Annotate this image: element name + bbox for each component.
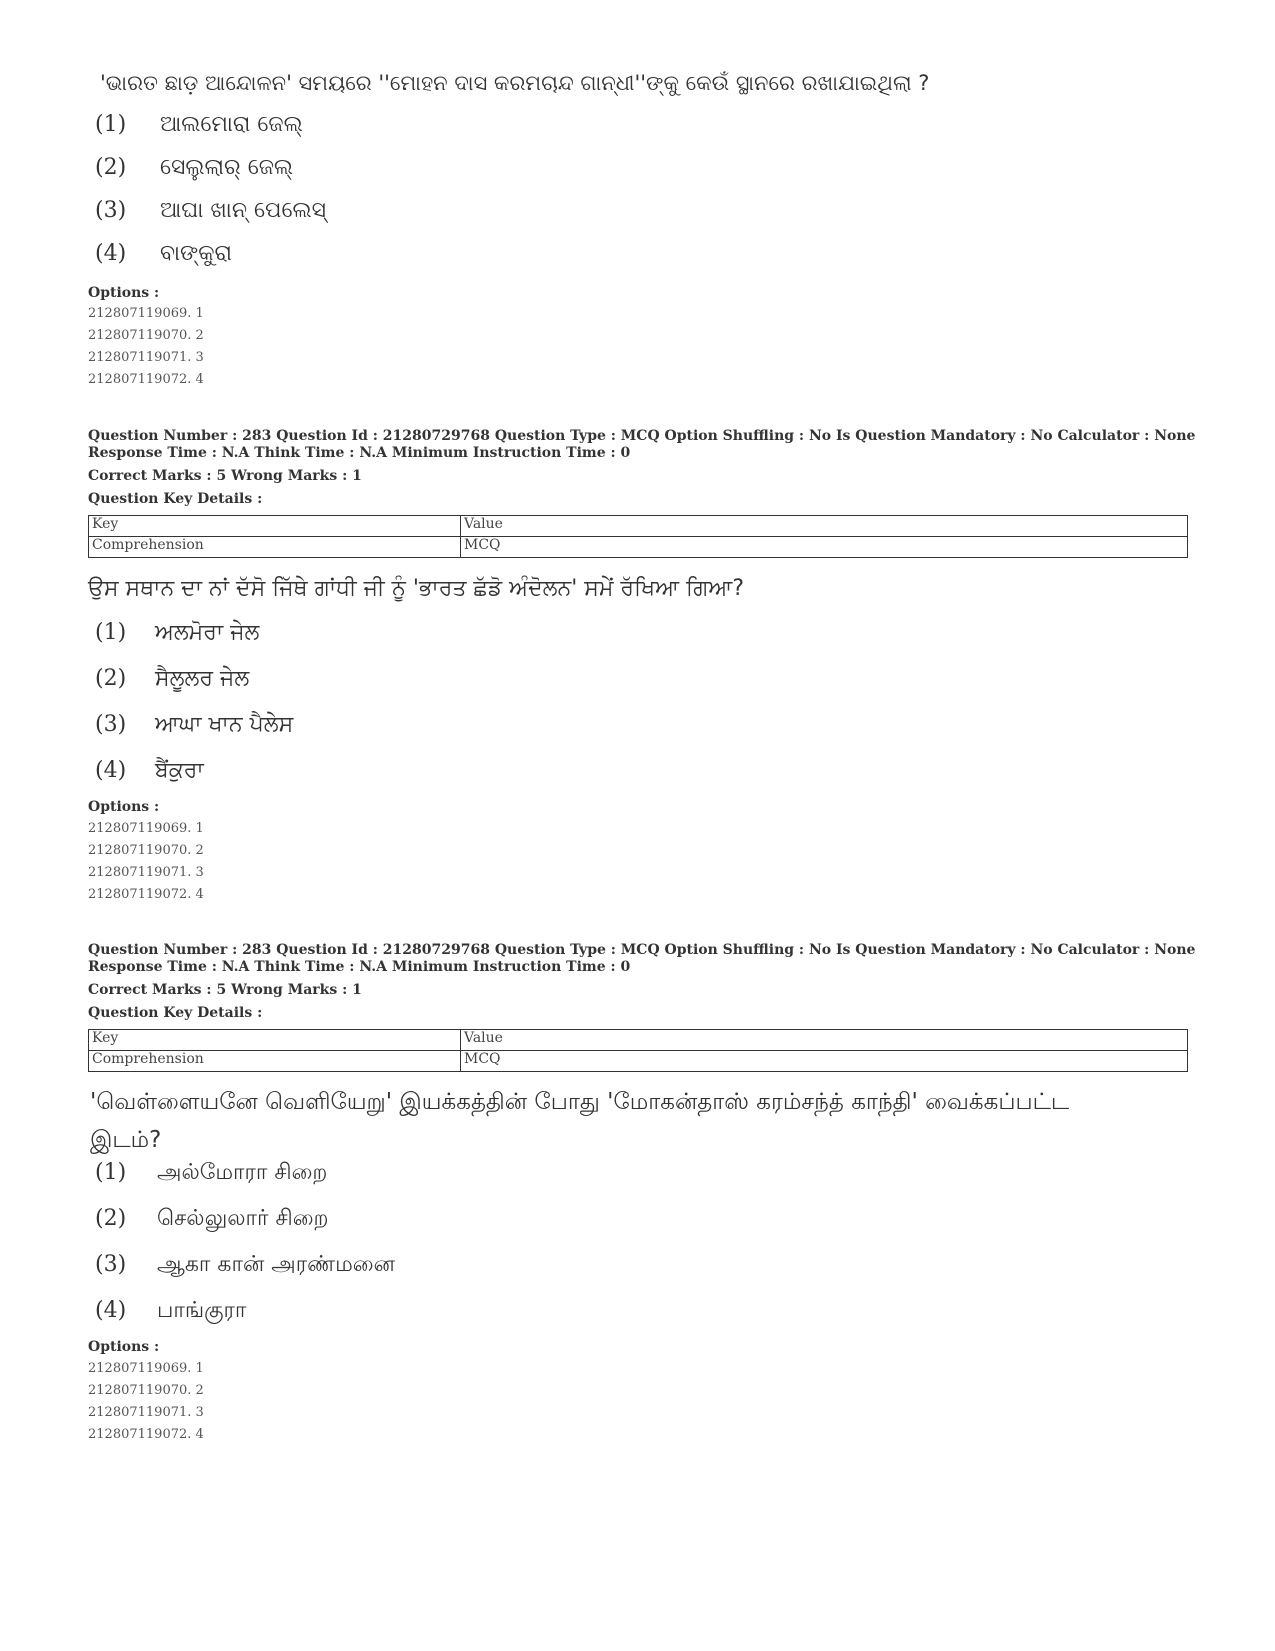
table-cell: MCQ	[461, 1051, 1188, 1072]
option-text: பாங்குரா	[157, 1298, 247, 1323]
option-ids-list	[88, 1358, 204, 1446]
table-cell: Value	[461, 1030, 1188, 1051]
question-metadata	[88, 428, 1196, 508]
table-cell: MCQ	[461, 537, 1188, 558]
question-text: 'வெள்ளையனே வெளியேறு' இயக்கத்தின் போது 'மோகன்தாஸ் கரம்சந்த் காந்தி' வைக்கப்பட்ட இடம்?	[90, 1089, 1070, 1153]
option-ids-list	[88, 818, 204, 906]
question-key-table	[88, 515, 1188, 558]
question-info-line: Question Number : 283 Question Id : 21280729768 Question Type : MCQ Option Shuffling : No Is Question Mandatory : No Calculator : None	[88, 428, 1196, 444]
option-text: ਸੈਲੂਲਰ ਜੇਲ	[155, 666, 250, 691]
timing-info-line: Response Time : N.A Think Time : N.A Minimum Instruction Time : 0	[88, 959, 631, 975]
table-cell: Key	[89, 516, 461, 537]
table-row	[89, 537, 1188, 558]
option-number: (4)	[95, 241, 127, 266]
option-text: ସେଲୁଲାର୍ ଜେଲ୍	[160, 155, 294, 180]
option-1	[95, 1160, 327, 1200]
question-metadata	[88, 942, 1196, 1022]
table-cell: Comprehension	[89, 1051, 461, 1072]
option-text: ஆகா கான் அரண்மனை	[157, 1252, 395, 1277]
option-number: (2)	[95, 155, 127, 180]
option-3	[95, 712, 293, 752]
option-text: அல்மோரா சிறை	[157, 1160, 328, 1185]
option-id: 212807119070. 2	[88, 843, 204, 858]
option-id: 212807119070. 2	[88, 328, 204, 343]
table-cell: Value	[461, 516, 1188, 537]
option-number: (2)	[95, 666, 127, 691]
question-info-line: Question Number : 283 Question Id : 21280729768 Question Type : MCQ Option Shuffling : No Is Question Mandatory : No Calculator : None	[88, 942, 1196, 958]
option-text: ବାଙ୍କୁରା	[160, 241, 232, 266]
option-id: 212807119069. 1	[88, 821, 204, 836]
option-number: (1)	[95, 620, 127, 645]
option-2	[95, 1206, 329, 1246]
option-id: 212807119072. 4	[88, 887, 204, 902]
option-id: 212807119069. 1	[88, 306, 204, 321]
option-1	[95, 620, 259, 660]
option-ids-list	[88, 303, 204, 391]
option-number: (3)	[95, 712, 127, 737]
table-row	[89, 1051, 1188, 1072]
marks-line: Correct Marks : 5 Wrong Marks : 1	[88, 468, 362, 484]
option-text: ਆਘਾ ਖਾਨ ਪੈਲੇਸ	[155, 712, 294, 737]
option-3	[95, 198, 326, 238]
option-text: ଆଘା ଖାନ୍ ପେଲେସ୍	[160, 198, 326, 223]
option-text: ଆଲମୋରା ଜେଲ୍	[160, 112, 303, 137]
option-text: செல்லுலார் சிறை	[157, 1206, 329, 1231]
key-details-label: Question Key Details :	[88, 491, 263, 507]
marks-line: Correct Marks : 5 Wrong Marks : 1	[88, 982, 362, 998]
option-number: (4)	[95, 1298, 127, 1323]
options-label: Options :	[88, 799, 160, 815]
option-number: (1)	[95, 112, 127, 137]
option-id: 212807119071. 3	[88, 1405, 204, 1420]
option-id: 212807119072. 4	[88, 372, 204, 387]
table-cell: Comprehension	[89, 537, 461, 558]
options-label: Options :	[88, 1339, 160, 1355]
question-text: 'ଭାରତ ଛାଡ଼ ଆନ୍ଦୋଳନ' ସମୟରେ ''ମୋହନ ଦାସ କରମଚାନ୍ଦ ଗାନ୍ଧୀ''ଙ୍କୁ କେଉଁ ସ୍ଥାନରେ ରଖାଯାଇଥିଲା ?	[100, 71, 930, 95]
question-key-table	[88, 1029, 1188, 1072]
option-4	[95, 1298, 246, 1338]
options-label: Options :	[88, 285, 160, 301]
table-header-row	[89, 516, 1188, 537]
option-2	[95, 666, 249, 706]
question-text: ਉਸ ਸਥਾਨ ਦਾ ਨਾਂ ਦੱਸੋ ਜਿੱਥੇ ਗਾਂਧੀ ਜੀ ਨੂੰ 'ਭਾਰਤ ਛੱਡੋ ਅੰਦੋਲਨ' ਸਮੇਂ ਰੱਖਿਆ ਗਿਆ?	[88, 576, 745, 601]
option-1	[95, 112, 303, 152]
option-3	[95, 1252, 395, 1292]
option-number: (3)	[95, 1252, 127, 1277]
option-id: 212807119071. 3	[88, 350, 204, 365]
key-details-label: Question Key Details :	[88, 1005, 263, 1021]
option-number: (3)	[95, 198, 127, 223]
table-cell: Key	[89, 1030, 461, 1051]
timing-info-line: Response Time : N.A Think Time : N.A Minimum Instruction Time : 0	[88, 445, 631, 461]
option-2	[95, 155, 293, 195]
table-header-row	[89, 1030, 1188, 1051]
option-number: (1)	[95, 1160, 127, 1185]
option-id: 212807119071. 3	[88, 865, 204, 880]
option-id: 212807119072. 4	[88, 1427, 204, 1442]
option-4	[95, 241, 232, 281]
option-number: (4)	[95, 758, 127, 783]
option-number: (2)	[95, 1206, 127, 1231]
option-text: ਬੈਂਕੁਰਾ	[155, 758, 204, 783]
option-id: 212807119069. 1	[88, 1361, 204, 1376]
option-4	[95, 758, 204, 798]
option-text: ਅਲਮੋਰਾ ਜੇਲ	[155, 620, 260, 645]
option-id: 212807119070. 2	[88, 1383, 204, 1398]
